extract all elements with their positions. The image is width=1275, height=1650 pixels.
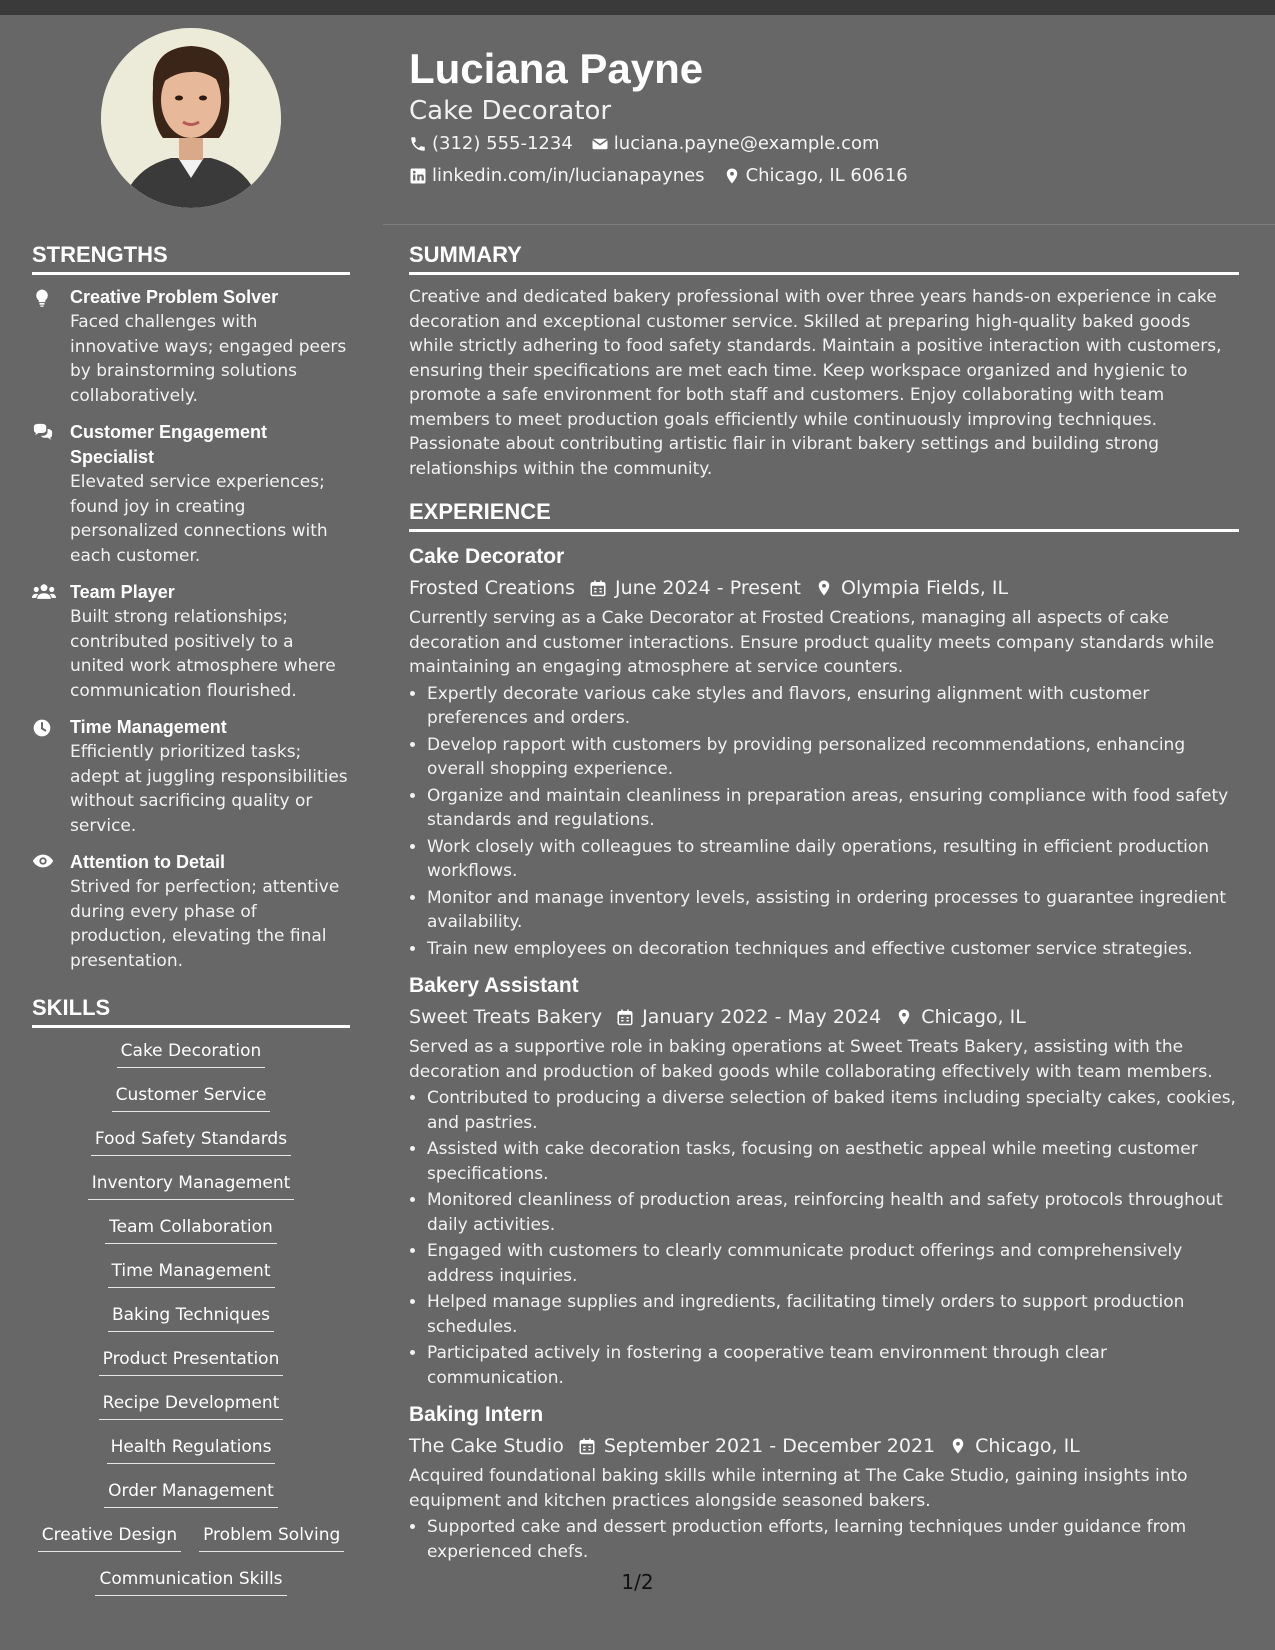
header-divider [383,224,1275,225]
map-pin-icon [895,1007,913,1027]
strength-item [32,285,350,408]
bullet-item: • Monitor and manage inventory levels, assisting in ordering processes to guarantee ingredient availability. [427,886,1239,935]
page-number: 1/2 [621,1570,654,1594]
strength-title: Creative Problem Solver [70,287,279,307]
skill-tag: Health Regulations [107,1434,276,1464]
job-company: The Cake Studio [409,1435,564,1457]
job-description: Acquired foundational baking skills while interning at The Cake Studio, gaining insights into equipment and kitchen practices alongside seasoned bakers. [409,1466,1188,1511]
right-column [409,238,1239,1574]
lightbulb-icon [32,288,52,308]
strength-title: Attention to Detail [70,852,225,872]
job-meta [409,572,1239,604]
calendar-icon [589,579,607,597]
skills-list [32,1038,350,1610]
map-pin-icon [723,167,741,185]
job-entry [409,1400,1239,1564]
job-meta [409,1430,1239,1462]
contact-row-2 [409,160,908,192]
bullet-item: • Assisted with cake decoration tasks, focusing on aesthetic appeal while meeting customer specifications. [427,1137,1239,1186]
calendar-icon [578,1437,596,1455]
summary-heading: SUMMARY [409,238,1239,275]
bullet-item: • Organize and maintain cleanliness in preparation areas, ensuring compliance with food safety standards and regulations. [427,784,1239,833]
bullet-item: • Supported cake and dessert production efforts, learning techniques under guidance from experienced chefs. [427,1515,1239,1564]
eye-icon [32,853,54,869]
experience-heading: EXPERIENCE [409,495,1239,532]
skill-tag: Team Collaboration [105,1214,277,1244]
skills-heading: SKILLS [32,991,350,1028]
job-company: Frosted Creations [409,577,575,599]
bullet-item: • Train new employees on decoration techniques and effective customer service strategies. [427,937,1239,962]
bullet-item: • Contributed to producing a diverse selection of baked items including specialty cakes, cookies, and pastries. [427,1086,1239,1135]
job-bullets [409,1086,1239,1390]
contact-linkedin[interactable] [409,160,705,192]
job-dates: June 2024 - Present [615,577,801,599]
job-location: Chicago, IL [975,1435,1080,1457]
skill-tag: Food Safety Standards [91,1126,291,1156]
profile-photo [101,28,281,208]
skill-tag: Problem Solving [199,1522,344,1552]
skill-tag: Order Management [104,1478,278,1508]
map-pin-icon [949,1436,967,1456]
strength-item [32,850,350,973]
envelope-icon [591,135,609,153]
skill-tag: Communication Skills [95,1566,286,1596]
strength-title: Customer Engagement Specialist [70,422,268,467]
job-description: Currently serving as a Cake Decorator at Frosted Creations, managing all aspects of cake decoration and customer interactions. Ensure product quality meets company standards while maintaining an engaging atmosphere at service counters. [409,608,1215,677]
strength-desc: Strived for perfection; attentive during every phase of production, elevating the final presentation. [70,877,340,971]
skill-tag: Cake Decoration [117,1038,266,1068]
job-location: Olympia Fields, IL [841,577,1009,599]
phone-text: (312) 555-1234 [432,133,573,154]
phone-icon [409,135,427,153]
strength-title: Time Management [70,717,227,737]
strength-title: Team Player [70,582,175,602]
bullet-item: • Engaged with customers to clearly communicate product offerings and comprehensively address inquiries. [427,1239,1239,1288]
strength-desc: Faced challenges with innovative ways; engaged peers by brainstorming solutions collaboratively. [70,312,347,406]
linkedin-text: linkedin.com/in/lucianapaynes [432,165,705,186]
job-entry [409,542,1239,961]
job-dates: September 2021 - December 2021 [603,1435,936,1457]
job-title: Baking Intern [409,1403,544,1426]
job-bullets [409,682,1239,962]
bullet-item: • Expertly decorate various cake styles and flavors, ensuring alignment with customer preferences and orders. [427,682,1239,731]
skill-tag: Recipe Development [99,1390,284,1420]
skill-tag: Creative Design [38,1522,181,1552]
job-company: Sweet Treats Bakery [409,1006,603,1028]
job-title: Bakery Assistant [409,974,579,997]
summary-text: Creative and dedicated bakery professional with over three years hands-on experience in cake decoration and exceptional customer service. Skilled at preparing high-quality baked goods while strictly adhering to food safety standards. Maintain a positive interaction with customers, ensuring their specifications are met each time. Keep workspace organized and hygienic to promote a safe environment for both staff and customers. Enjoy collaborating with team members to meet production goals efficiently while continuously improving techniques. Passionate about contributing artistic flair in vibrant bakery settings and building strong relationships within the community. [409,287,1222,479]
strength-item [32,715,350,838]
strength-item [32,580,350,703]
bullet-item: • Monitored cleanliness of production areas, reinforcing health and safety protocols throughout daily activities. [427,1188,1239,1237]
calendar-icon [616,1008,634,1026]
skill-tag: Product Presentation [99,1346,284,1376]
strength-desc: Built strong relationships; contributed positively to a united work atmosphere where communication flourished. [70,607,336,701]
strength-desc: Efficiently prioritized tasks; adept at juggling responsibilities without sacrificing quality or service. [70,742,348,836]
skill-tag: Time Management [108,1258,275,1288]
skill-tag: Inventory Management [88,1170,295,1200]
job-title: Cake Decorator [409,545,565,568]
users-icon [32,583,56,601]
email-text: luciana.payne@example.com [613,133,880,154]
map-pin-icon [815,578,833,598]
contact-phone[interactable] [409,128,573,160]
top-bar [0,0,1275,15]
strength-desc: Elevated service experiences; found joy in creating personalized connections with each customer. [70,472,328,566]
job-bullets [409,1515,1239,1564]
bullet-item: • Helped manage supplies and ingredients, facilitating timely orders to support production schedules. [427,1290,1239,1339]
job-dates: January 2022 - May 2024 [642,1006,882,1028]
candidate-title: Cake Decorator [409,96,612,126]
job-location: Chicago, IL [921,1006,1026,1028]
strengths-heading: STRENGTHS [32,238,350,275]
contact-email[interactable] [591,128,880,160]
bullet-item: • Participated actively in fostering a cooperative team environment through clear communication. [427,1341,1239,1390]
contact-row-1 [409,128,908,160]
job-meta [409,1001,1239,1033]
left-column [32,238,350,1610]
contact-location [723,160,908,192]
job-description: Served as a supportive role in baking operations at Sweet Treats Bakery, assisting with the decoration and production of baked goods while collaborating effectively with team members. [409,1037,1213,1082]
chat-bubbles-icon [32,423,54,443]
skill-tag: Baking Techniques [108,1302,274,1332]
skill-tag: Customer Service [112,1082,271,1112]
location-text: Chicago, IL 60616 [745,165,908,186]
bullet-item: • Work closely with colleagues to streamline daily operations, resulting in efficient production workflows. [427,835,1239,884]
candidate-name: Luciana Payne [409,45,704,92]
linkedin-icon [409,167,427,185]
clock-icon [32,718,52,738]
bullet-item: • Develop rapport with customers by providing personalized recommendations, enhancing overall shopping experience. [427,733,1239,782]
resume-header [409,44,908,192]
job-entry [409,971,1239,1390]
strength-item [32,420,350,568]
